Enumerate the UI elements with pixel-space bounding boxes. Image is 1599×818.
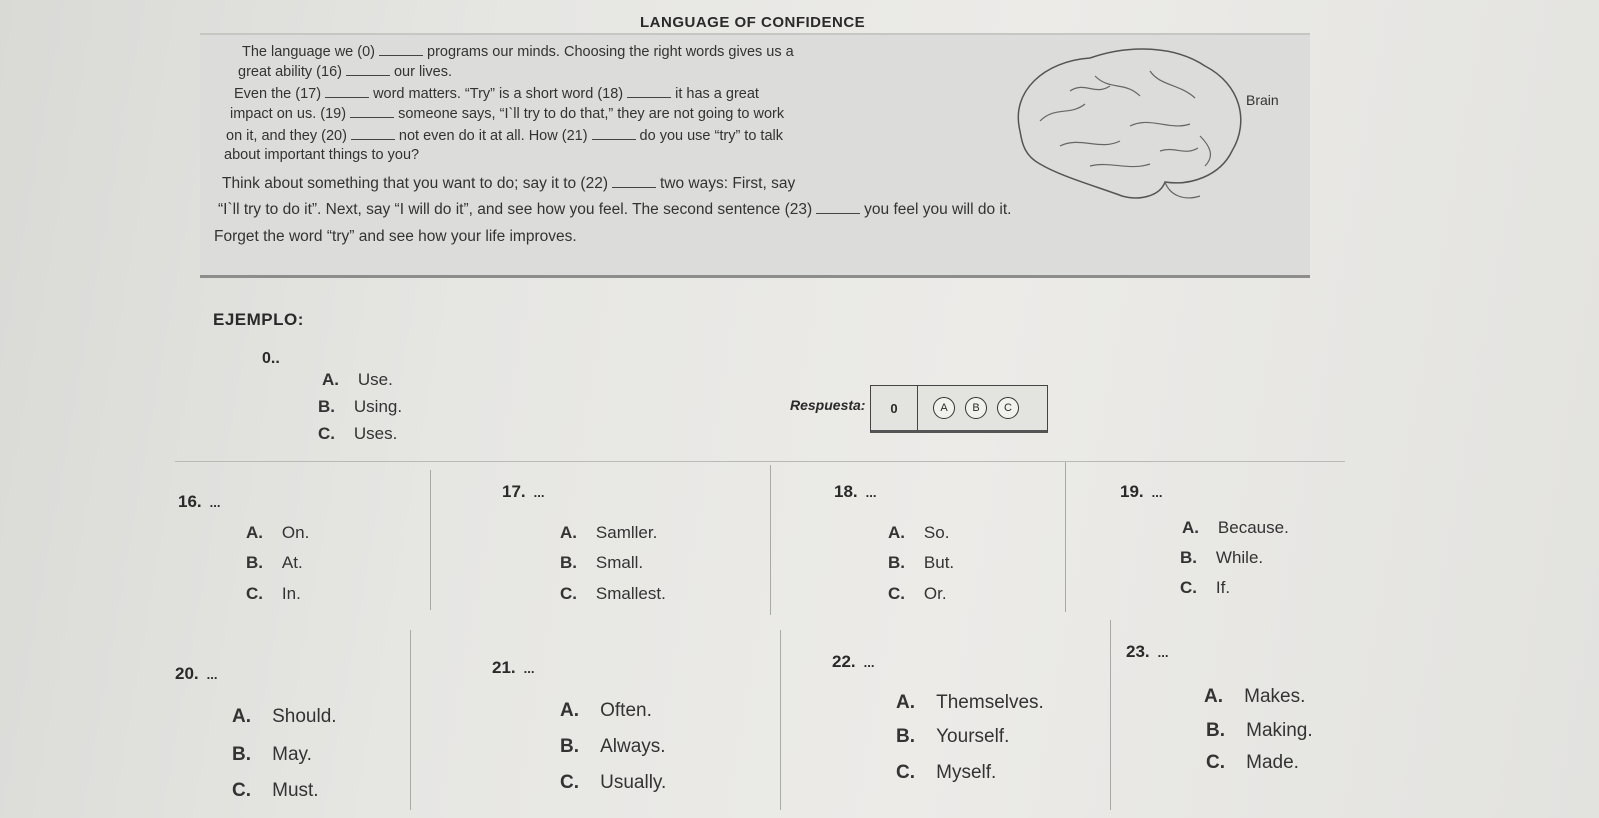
option-23-a[interactable]: A. Makes. [1204, 686, 1306, 707]
passage-line: Think about something that you want to do; say it to (22) two ways: First, say [222, 175, 796, 192]
option-23-b[interactable]: B. Making. [1206, 720, 1313, 741]
passage-line: impact on us. (19) someone says, “I`ll try to do that,” they are not going to work [230, 106, 785, 122]
option-17-c[interactable]: C. Smallest. [560, 584, 666, 603]
passage-line: “I`ll try to do it”. Next, say “I will do it”, and see how you feel. The second sentence (23) you feel you will do it. [218, 201, 1012, 218]
brain-label: Brain [1246, 92, 1279, 108]
passage-line: on it, and they (20) not even do it at all. How (21) do you use “try” to talk [226, 128, 783, 144]
brain-illustration [1000, 36, 1250, 201]
question-19: 19. ... [1120, 482, 1163, 501]
option-18-a[interactable]: A. So. [888, 523, 950, 542]
passage-line: great ability (16) our lives. [238, 64, 452, 80]
option-20-c[interactable]: C. Must. [232, 780, 319, 801]
question-21: 21. ... [492, 658, 535, 677]
question-22: 22. ... [832, 652, 875, 671]
divider [1065, 462, 1066, 612]
example-option: B. Using. [318, 397, 403, 416]
worksheet-title: LANGUAGE OF CONFIDENCE [640, 14, 866, 31]
divider [430, 470, 431, 610]
question-17: 17. ... [502, 482, 545, 501]
blank-19[interactable] [350, 105, 394, 118]
divider [780, 630, 781, 810]
divider [175, 461, 1345, 462]
option-20-b[interactable]: B. May. [232, 744, 312, 765]
option-19-c[interactable]: C. If. [1180, 578, 1231, 597]
blank-16[interactable] [346, 63, 390, 76]
divider [1110, 620, 1111, 810]
option-16-c[interactable]: C. In. [246, 584, 301, 603]
option-21-b[interactable]: B. Always. [560, 736, 666, 757]
option-19-a[interactable]: A. Because. [1182, 518, 1289, 537]
question-23: 23. ... [1126, 642, 1169, 661]
option-18-c[interactable]: C. Or. [888, 584, 947, 603]
bubble-c[interactable]: C [997, 397, 1019, 419]
answer-label: Respuesta: [790, 397, 866, 413]
question-18: 18. ... [834, 482, 877, 501]
blank-0[interactable] [379, 43, 423, 56]
passage-line: about important things to you? [224, 147, 420, 163]
bubble-b[interactable]: B [965, 397, 987, 419]
option-21-c[interactable]: C. Usually. [560, 772, 667, 793]
option-22-b[interactable]: B. Yourself. [896, 726, 1010, 747]
option-17-b[interactable]: B. Small. [560, 553, 644, 572]
question-16: 16. ... [178, 492, 221, 511]
option-20-a[interactable]: A. Should. [232, 706, 337, 727]
option-17-a[interactable]: A. Samller. [560, 523, 658, 542]
example-option: C. Uses. [318, 424, 398, 443]
divider [770, 465, 771, 615]
example-number: 0.. [262, 350, 280, 367]
option-21-a[interactable]: A. Often. [560, 700, 652, 721]
example-option: A. Use. [322, 370, 393, 389]
passage-line: Forget the word “try” and see how your life improves. [214, 228, 577, 245]
option-16-a[interactable]: A. On. [246, 523, 310, 542]
blank-23[interactable] [816, 201, 860, 214]
option-23-c[interactable]: C. Made. [1206, 752, 1299, 773]
answer-box [870, 385, 1048, 433]
option-16-b[interactable]: B. At. [246, 553, 303, 572]
option-22-c[interactable]: C. Myself. [896, 762, 997, 783]
answer-number: 0 [871, 386, 918, 430]
option-18-b[interactable]: B. But. [888, 553, 955, 572]
question-20: 20. ... [175, 664, 218, 683]
blank-18[interactable] [627, 85, 671, 98]
blank-21[interactable] [592, 127, 636, 140]
passage-line: Even the (17) word matters. “Try” is a short word (18) it has a great [234, 86, 759, 102]
option-19-b[interactable]: B. While. [1180, 548, 1264, 567]
passage-line: The language we (0) programs our minds. Choosing the right words gives us a [242, 44, 794, 60]
bubble-a[interactable]: A [933, 397, 955, 419]
example-heading: EJEMPLO: [213, 310, 304, 329]
blank-22[interactable] [612, 175, 656, 188]
blank-20[interactable] [351, 127, 395, 140]
blank-17[interactable] [325, 85, 369, 98]
option-22-a[interactable]: A. Themselves. [896, 692, 1044, 713]
divider [410, 630, 411, 810]
